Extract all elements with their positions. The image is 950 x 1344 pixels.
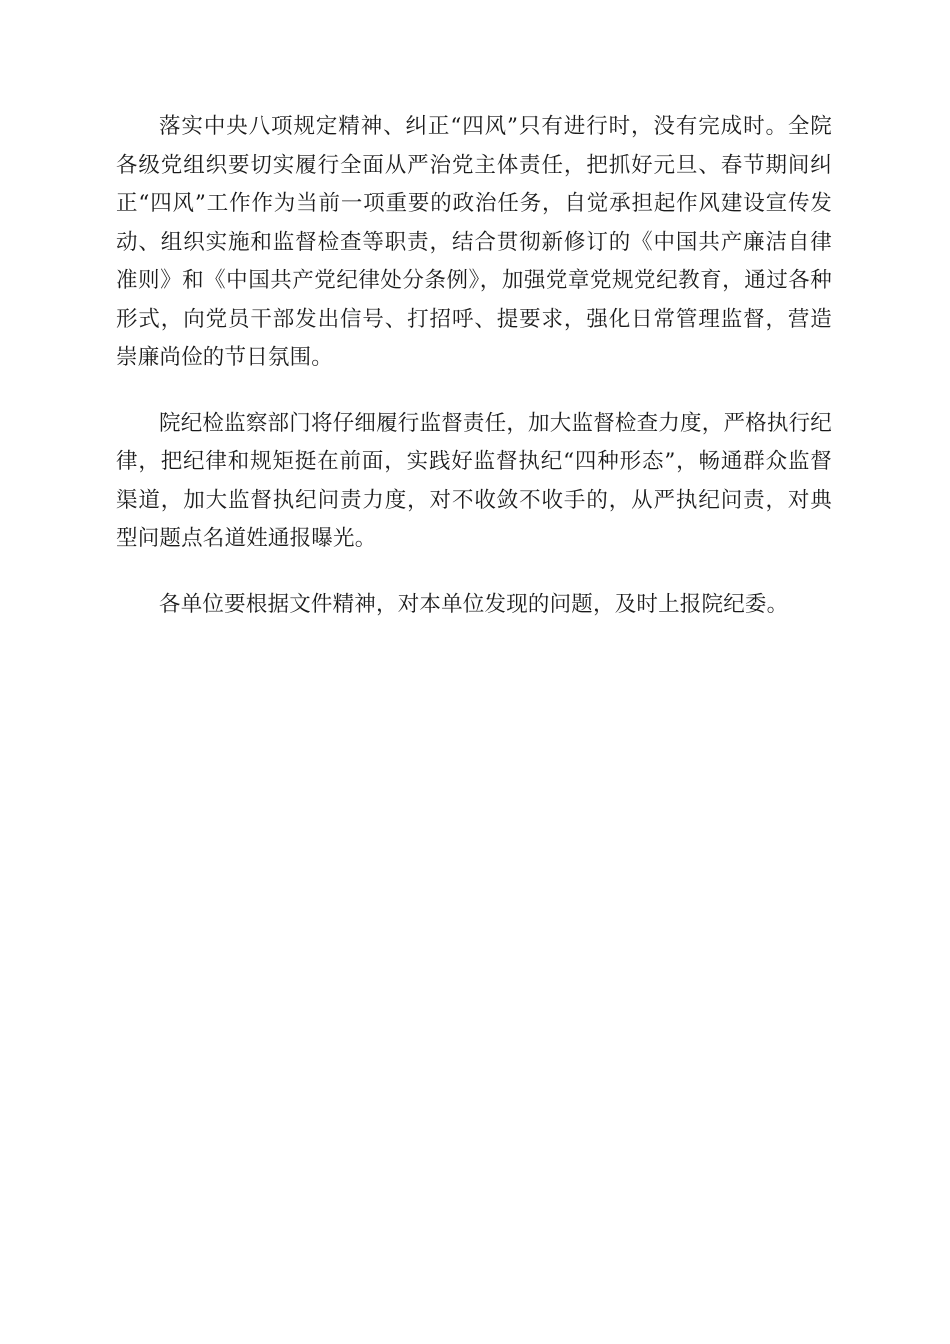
paragraph-reporting: 各单位要根据文件精神，对本单位发现的问题，及时上报院纪委。 [159,591,789,617]
paragraph-four-winds: 落实中央八项规定精神、纠正“四风”只有进行时，没有完成时。全院各级党组织要切实履行全面从严治党主体责任，把抓好元旦、春节期间纠正“四风”工作作为当前一项重要的政治任务，自觉承担起作风建设宣传发动、组织实施和监督检查等职责，结合贯彻新修订的《中国共产廉洁自律准则》和《中国共产党纪律处分条例》，加强党章党规党纪教育，通过各种形式，向党员干部发出信号、打招呼、提要求，强化日常管理监督，营造崇廉尚俭的节日氛围。 [116,114,832,370]
document-body [116,108,832,624]
paragraph-supervision: 院纪检监察部门将仔细履行监督责任，加大监督检查力度，严格执行纪律，把纪律和规矩挺在前面，实践好监督执纪“四种形态”，畅通群众监督渠道，加大监督执纪问责力度，对不收敛不收手的，从严执纪问责，对典型问题点名道姓通报曝光。 [116,410,832,551]
